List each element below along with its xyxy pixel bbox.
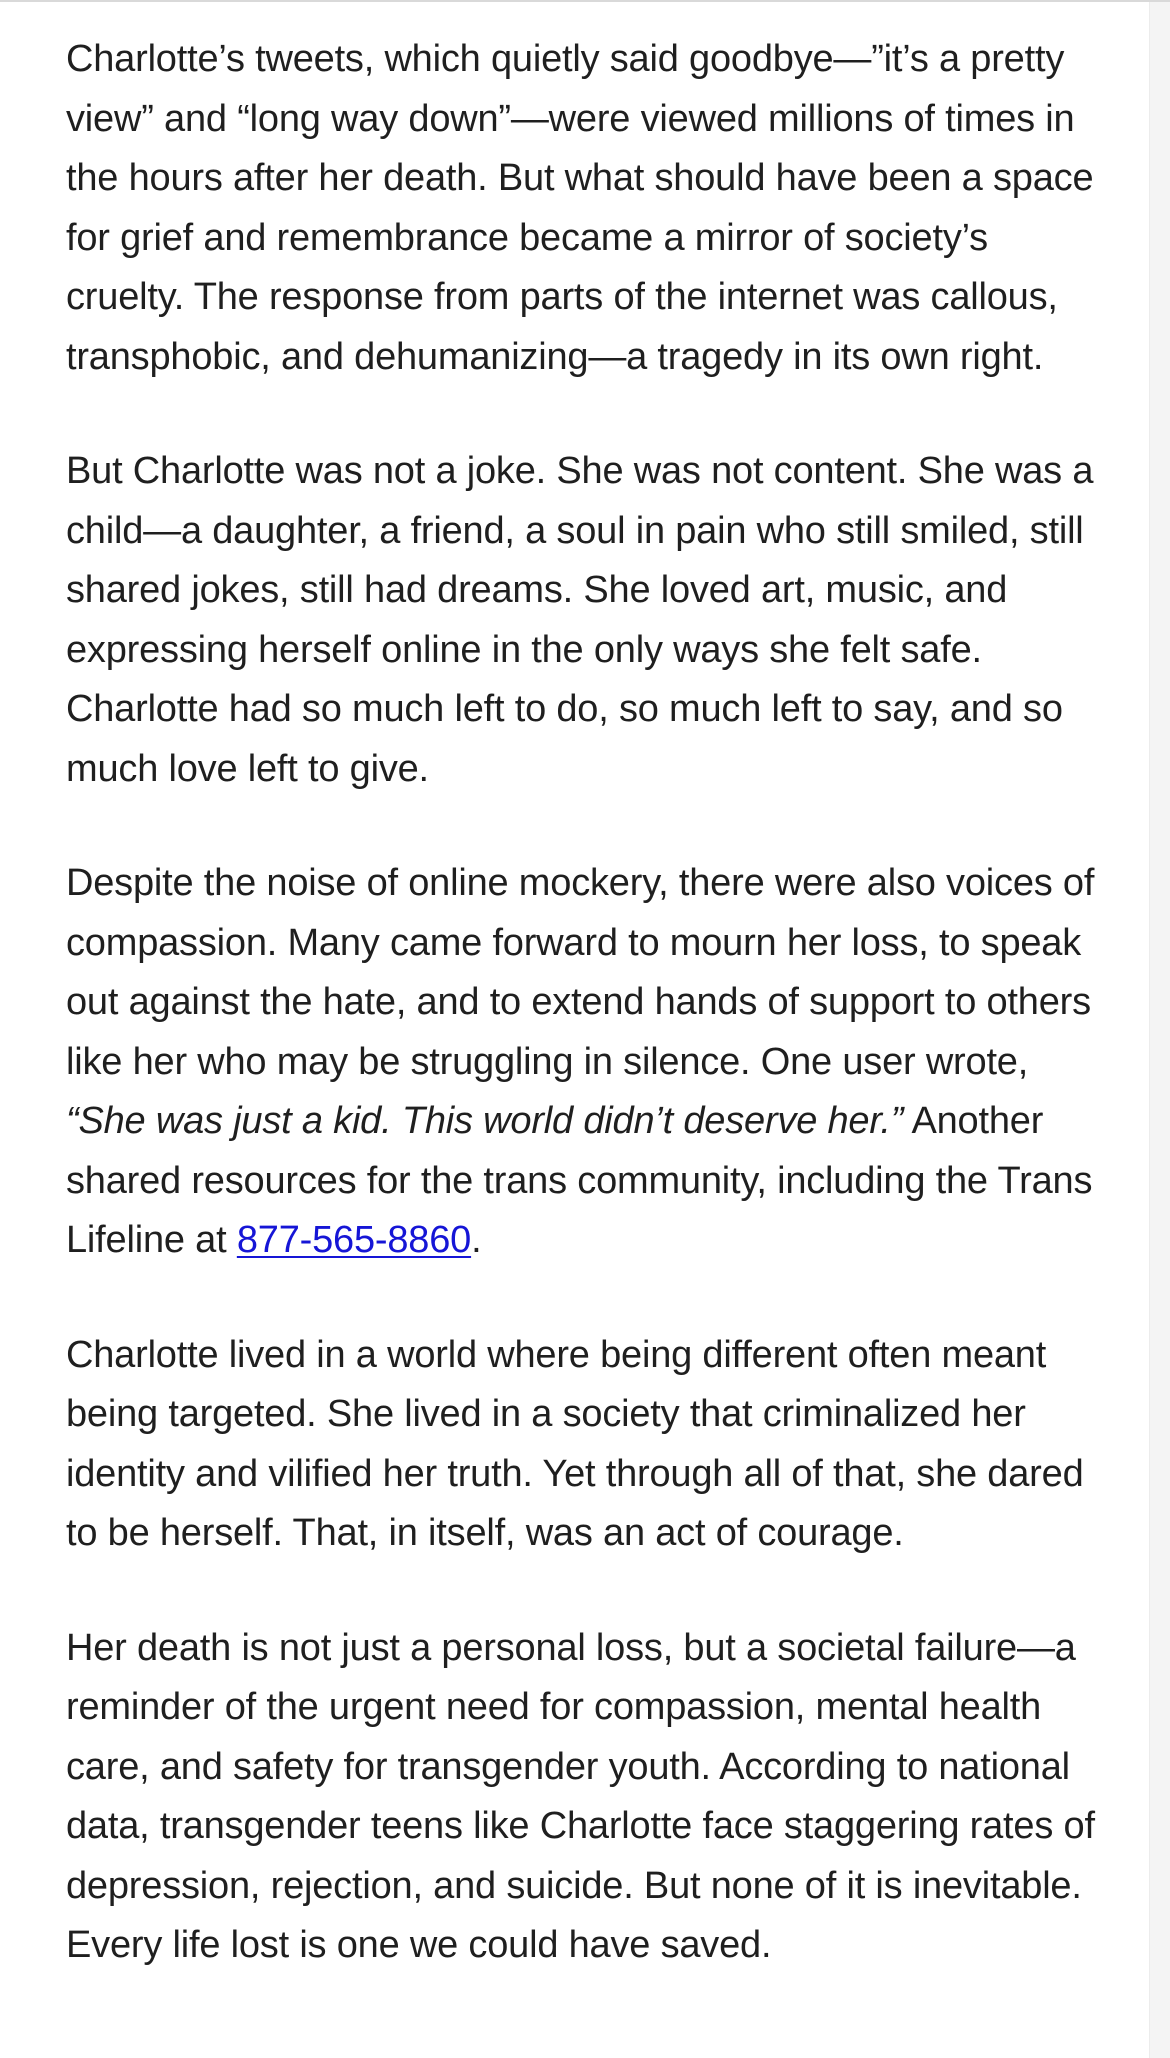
user-quote: “She was just a kid. This world didn’t deserve her.” — [66, 1100, 904, 1142]
scrollbar-track[interactable] — [1149, 2, 1170, 2058]
paragraph-not-a-joke: But Charlotte was not a joke. She was not content. She was a child—a daughter, a friend, a soul in pain who still smiled, still shared jokes, still had dreams. She loved art, music, and expressing herself online in the only ways she felt safe. Charlotte had so much left to do, so much left to say, and so much love left to give. — [66, 450, 1094, 790]
paragraph-tweets: Charlotte’s tweets, which quietly said goodbye—”it’s a pretty view” and “long way down”—were viewed millions of times in the hours after her death. But what should have been a space for grief and remembrance became a mirror of society’s cruelty. The response from parts of the internet was callous, transphobic, and dehumanizing—a tragedy in its own right. — [66, 38, 1094, 378]
paragraph-compassion — [66, 854, 1096, 1271]
trans-lifeline-phone-link[interactable]: 877-565-8860 — [236, 1219, 472, 1261]
paragraph-text: Another shared resources for the trans community, including the Trans Lifeline at — [66, 1100, 1093, 1261]
paragraph-end: . — [471, 1219, 482, 1261]
paragraph-societal-failure: Her death is not just a personal loss, but a societal failure—a reminder of the urgent need for compassion, mental health care, and safety for transgender youth. According to national data, transgender teens like Charlotte face staggering rates of depression, rejection, and suicide. But none of it is inevitable. Every life lost is one we could have saved. — [66, 1626, 1095, 1966]
paragraph-text: Despite the noise of online mockery, there were also voices of compassion. Many came forward to mourn her loss, to speak out against the hate, and to extend hands of support to others like her who may be struggling in silence. One user wrote, — [66, 862, 1095, 1083]
top-divider — [0, 0, 1170, 2]
paragraph-courage: Charlotte lived in a world where being different often meant being targeted. She lived in a society that criminalized her identity and vilified her truth. Yet through all of that, she dared to be herself. That, in itself, was an act of courage. — [66, 1333, 1084, 1554]
article-body — [66, 30, 1096, 2031]
